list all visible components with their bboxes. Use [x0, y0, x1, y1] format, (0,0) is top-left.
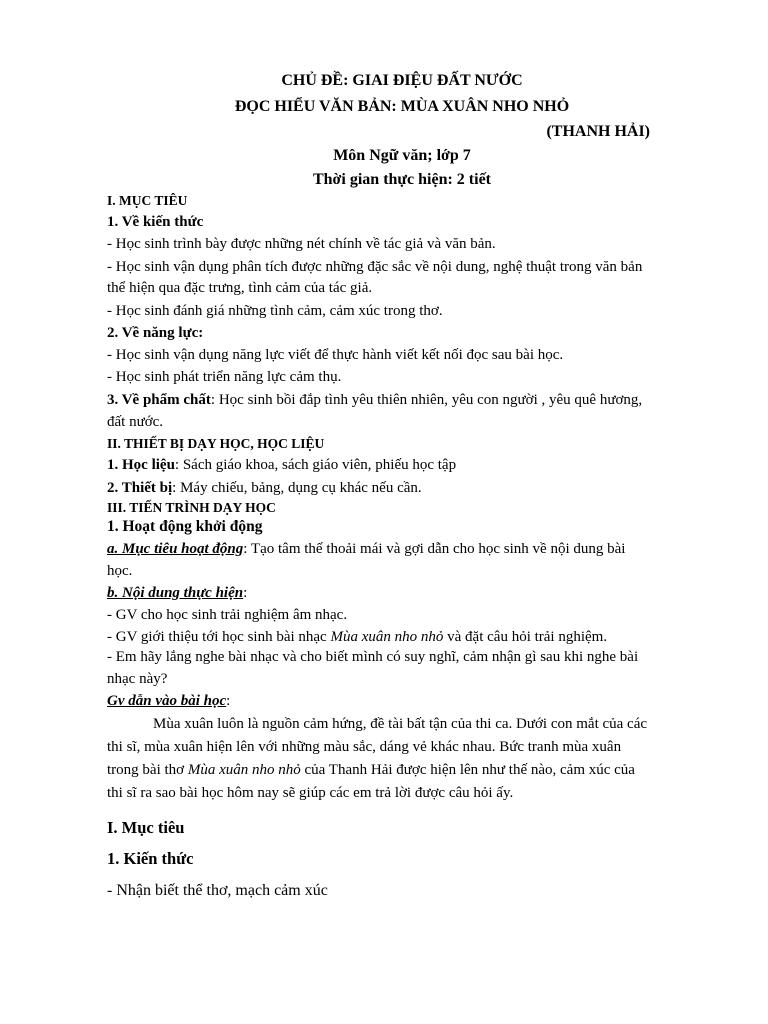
text-line: thể hiện qua đặc trưng, tình cảm của tác giả.	[107, 280, 373, 296]
heading-knowledge-2: 1. Kiến thức	[107, 849, 194, 868]
heading-ability: 2. Về năng lực:	[107, 325, 204, 341]
text-line: - GV giới thiệu tới học sinh bài nhạc Mùa xuân nho nhỏ và đặt câu hỏi trải nghiệm.	[107, 629, 608, 645]
text-line: a. Mục tiêu hoạt động: Tạo tâm thế thoải mái và gợi dẫn cho học sinh về nội dung bài	[107, 541, 626, 557]
text-line: - Học sinh đánh giá những tình cảm, cảm xúc trong thơ.	[107, 303, 443, 319]
header-line-1: CHỦ ĐỀ: GIAI ĐIỆU ĐẤT NƯỚC	[281, 72, 523, 89]
header-duration: Thời gian thực hiện: 2 tiết	[312, 171, 492, 188]
heading-warmup: 1. Hoạt động khởi động	[107, 518, 263, 535]
text-line: - Em hãy lắng nghe bài nhạc và cho biết mình có suy nghĩ, cảm nhận gì sau khi nghe bài	[107, 649, 639, 665]
text-line: b. Nội dung thực hiện:	[107, 585, 248, 601]
header-subject: Môn Ngữ văn; lớp 7	[333, 147, 471, 164]
text-line: học.	[107, 563, 133, 579]
heading-quality: 3. Về phẩm chất	[107, 392, 211, 408]
text-line: - Học sinh phát triển năng lực cảm thụ.	[107, 369, 342, 385]
paragraph-line: thi sĩ ra sao bài học hôm nay sẽ giúp các em trả lời được câu hỏi ấy.	[107, 785, 514, 801]
text-line: - Học sinh trình bày được những nét chính về tác giả và văn bản.	[107, 236, 496, 252]
text-line: - Nhận biết thể thơ, mạch cảm xúc	[107, 882, 328, 899]
header-line-2: ĐỌC HIỂU VĂN BẢN: MÙA XUÂN NHO NHỎ	[234, 98, 570, 115]
header-author: (THANH HẢI)	[546, 123, 650, 140]
text-line: đất nước.	[107, 414, 164, 430]
section-title-4: I. Mục tiêu	[107, 818, 185, 837]
text-line: 2. Thiết bị: Máy chiếu, bảng, dụng cụ khác nếu cần.	[107, 480, 422, 496]
text-line: 1. Học liệu: Sách giáo khoa, sách giáo viên, phiếu học tập	[107, 457, 457, 473]
text-line: - GV cho học sinh trải nghiệm âm nhạc.	[107, 607, 348, 623]
text-line: - Học sinh vận dụng phân tích được những đặc sắc về nội dung, nghệ thuật trong văn bản	[107, 259, 643, 275]
text-line: 3. Về phẩm chất: Học sinh bồi đắp tình yêu thiên nhiên, yêu con người , yêu quê hương,	[107, 392, 643, 408]
text-line: nhạc này?	[107, 671, 168, 687]
heading-knowledge: 1. Về kiến thức	[107, 214, 204, 230]
paragraph-line: Mùa xuân luôn là nguồn cảm hứng, đề tài bất tận của thi ca. Dưới con mắt của các	[153, 716, 648, 732]
text-line: - Học sinh vận dụng năng lực viết để thực hành viết kết nối đọc sau bài học.	[107, 347, 564, 363]
section-title-1: I. MỤC TIÊU	[107, 193, 188, 208]
text-line: Gv dẫn vào bài học:	[107, 693, 231, 709]
paragraph-line: thi sĩ, mùa xuân hiện lên với những màu sắc, dáng vẻ khác nhau. Bức tranh mùa xuân	[107, 739, 622, 755]
paragraph-line: trong bài thơ Mùa xuân nho nhỏ của Thanh Hải được hiện lên như thế nào, cảm xúc của	[107, 762, 635, 778]
section-title-2: II. THIẾT BỊ DẠY HỌC, HỌC LIỆU	[107, 436, 325, 451]
section-title-3: III. TIẾN TRÌNH DẠY HỌC	[107, 500, 276, 515]
